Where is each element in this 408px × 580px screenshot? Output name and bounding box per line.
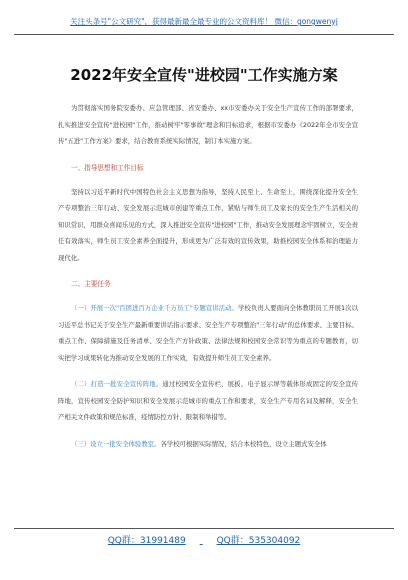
section-heading-guideline: 一、指导思想和工作目标 — [71, 163, 144, 172]
task-text-2: 通过校园安全宣传栏、展板、电子显示屏等载体形成固定的安全宣传阵地，宣传校园安全防护知识和安全发展示范城市的重点工作和要求，安全生产专用名词及解释，安全生产相关文件政策和规范标准，疫情防控方针、限制和举措等。 — [58, 380, 359, 421]
header-divider — [14, 34, 394, 35]
intro-paragraph: 为贯彻落实国务院安委办、应急管理部、省安委办、xx市安委办关于安全生产宣传工作的部署要求，扎实推进安全宣传"进校园"工作，推动树牢"零事故"理念和目标追求，根据市安委办《2022年全市安全宣传"五进"工作方案》要求，结合教育系统实际情况，制订本实施方案。 — [58, 104, 358, 145]
task-lead-3: （三）设立一批安全体验教室。 — [71, 439, 161, 448]
section-paragraph-guideline: 坚持以习近平新时代中国特色社会主义思想为指导，坚持人民至上、生命至上，围绕深化提升安全生产专项整治三年行动、安全发展示范城市创建等重点工作，紧贴与师生员工及家长的安全生产生活相关的知识常识，用群众喜闻乐见的方式，深入推进安全宣传"进校园"工作，推动安全发展理念牢固树立，安全责任有效落实，师生员工安全素养全面提升，形成更为广泛有效的宣传效果，助推校园安全体系和治理能力现代化。 — [58, 187, 358, 262]
document-body — [58, 100, 358, 452]
footer-divider — [14, 528, 394, 529]
section-heading-tasks: 二、主要任务 — [71, 280, 111, 288]
qq-group-link-1[interactable]: QQ群：31991489 — [107, 536, 186, 546]
task-text-3: 各学校可根据实际情况，结合本校特色，设立主题式安全体 — [160, 439, 327, 448]
footer-contacts — [0, 533, 408, 546]
task-lead-2: （二）打造一批安全宣传阵地。 — [71, 380, 163, 388]
task-text-1: 学校负责人要面向全体教职员工开展1次以习近平总书记关于安全生产最新重要讲话指示要求、安全生产专项整治"三年行动"的总体要求、主要目标、重点工作、保障措施及任务清单、安全生产方针政策、法律法规和校园安全常识等为重点的专题教育，切实把学习成果转化为推动安全发展的工作实效，有效提升师生员工安全素养。 — [58, 304, 358, 362]
promo-banner-link[interactable]: 关注头条号"公文研究"，获得最新最全最专业的公文资料库！ 微信：gongwenyj — [70, 17, 338, 26]
task-paragraph-3 — [58, 436, 358, 453]
qq-group-link-2[interactable]: QQ群：535304092 — [216, 536, 301, 546]
task-lead-1: （一）开展一次"百团进百万企业千万员工"专题宣讲活动。 — [71, 304, 238, 312]
document-title: 2022年安全宣传"进校园"工作实施方案 — [70, 66, 338, 84]
task-paragraph-2 — [58, 376, 358, 426]
task-paragraph-1 — [58, 300, 358, 366]
